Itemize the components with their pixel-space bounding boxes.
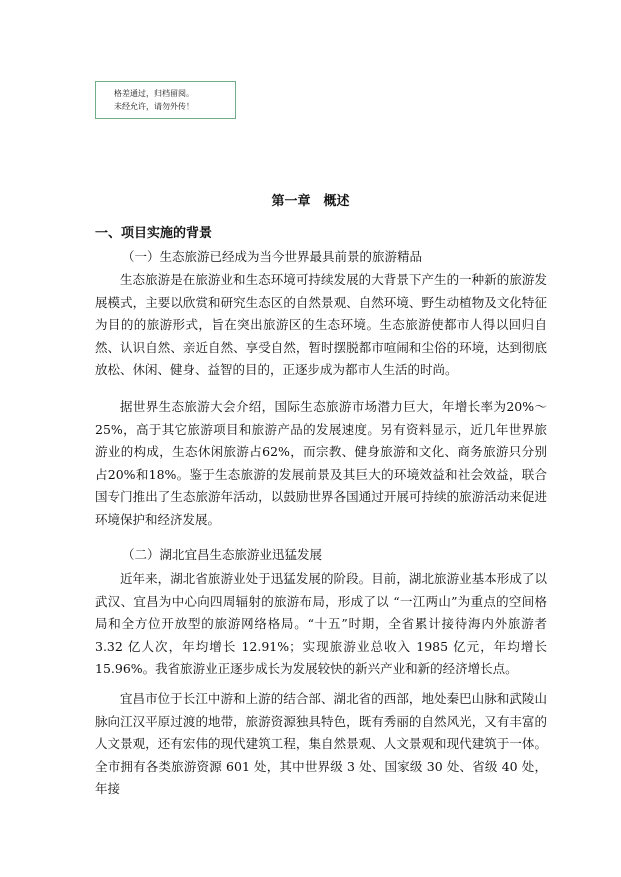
- paragraph-4: 宜昌市位于长江中游和上游的结合部、湖北省的西部，地处秦巴山脉和武陵山脉向江汉平原过渡的地带，旅游资源独具特色，既有秀丽的自然风光，又有丰富的人文景观，还有宏伟的现代建筑工程，集自然景观、人文景观和现代建筑于一体。全市拥有各类旅游资源 601 处，其中世界级 3 处、国家级 30 处、省级 40 处，年接: [95, 691, 547, 796]
- paragraph-1: 生态旅游是在旅游业和生态环境可持续发展的大背景下产生的一种新的旅游发展模式，主要以欣赏和研究生态区的自然景观、自然环境、野生动植物及文化特征为目的的旅游形式，旨在突出旅游区的生态环境。生态旅游使都市人得以回归自然、认识自然、亲近自然、享受自然，暂时摆脱都市喧闹和尘俗的环境，达到彻底放松、休闲、健身、益智的目的，正逐步成为都市人生活的时尚。: [95, 272, 547, 377]
- paragraph-2: 据世界生态旅游大会介绍，国际生态旅游市场潜力巨大，年增长率为20%～25%，高于其它旅游项目和旅游产品的发展速度。另有资料显示，近几年世界旅游业的构成，生态休闲旅游占62%，而宗教、健身旅游和文化、商务旅游只分别占20%和18%。鉴于生态旅游的发展前景及其巨大的环境效益和社会效益，联合国专门推出了生态旅游年活动，以鼓励世界各国通过开展可持续的旅游活动来促进环境保护和经济发展。: [95, 399, 547, 527]
- section-heading: 一、项目实施的背景: [95, 226, 213, 241]
- chapter-title: 第一章 概述: [271, 194, 350, 209]
- subsection-heading-1: （一）生态旅游已经成为当今世界最具前景的旅游精品: [122, 249, 423, 264]
- paragraph-3: 近年来，湖北省旅游业处于迅猛发展的阶段。目前，湖北旅游业基本形成了以武汉、宜昌为中心向四周辐射的旅游布局，形成了以 “一江两山”为重点的空间格局和全方位开放型的旅游网络格局。“十五”时期，全省累计接待海内外旅游者 3.32 亿人次，年均增长 12.91%；实现旅游业总收入 1985 亿元，年均增长 15.96%。我省旅游业正逐步成长为发展较快的新兴产业和新的经济增长点。: [95, 571, 547, 676]
- subsection-heading-2: （二）湖北宜昌生态旅游业迅猛发展: [122, 547, 323, 562]
- stamp-box: [95, 81, 236, 119]
- stamp-line-2: 未经允许，请勿外传！: [114, 102, 194, 111]
- stamp-line-1: 格差通过，归档留阅。: [114, 89, 194, 98]
